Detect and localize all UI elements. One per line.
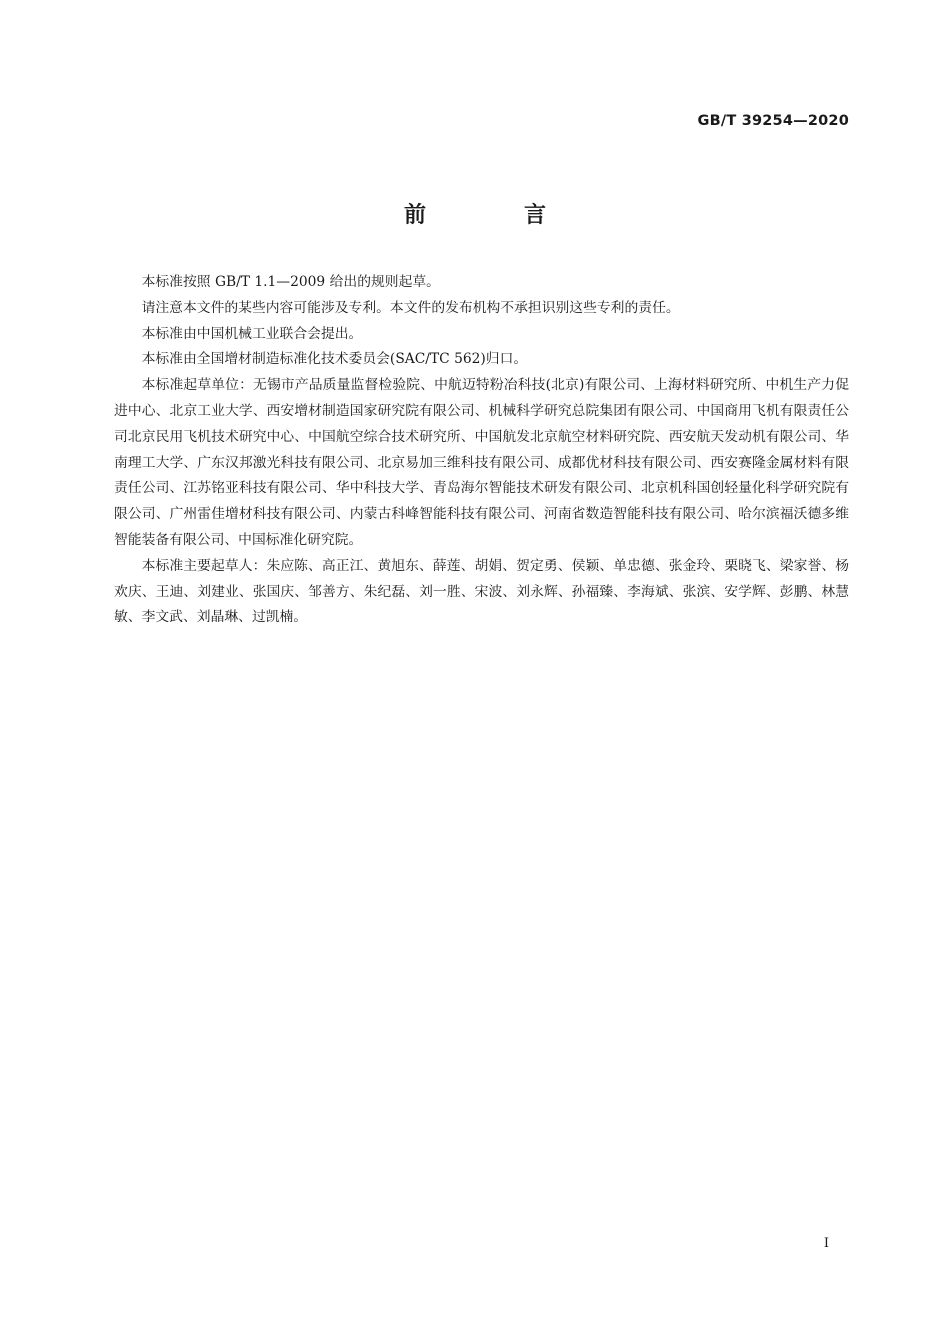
page-number: I [823, 1236, 829, 1251]
paragraph-drafting-rules: 本标准按照 GB/T 1.1—2009 给出的规则起草。 [141, 274, 440, 290]
page-title: 前 言 [403, 203, 584, 228]
standard-number: GB/T 39254—2020 [697, 113, 849, 129]
paragraph-committee: 本标准由全国增材制造标准化技术委员会(SAC/TC 562)归口。 [141, 351, 528, 368]
paragraph-drafting-units: 本标准起草单位：无锡市产品质量监督检验院、中航迈特粉冶科技(北京)有限公司、上海材料研究所、中机生产力促进中心、北京工业大学、西安增材制造国家研究院有限公司、机械科学研究总院集团有限公司、中国商用飞机有限责任公司北京民用飞机技术研究中心、中国航空综合技术研究所、中国航发北京航空材料研究院、西安航天发动机有限公司、华南理工大学、广东汉邦激光科技有限公司、北京易加三维科技有限公司、成都优材科技有限公司、西安赛隆金属材料有限责任公司、江苏铭亚科技有限公司、华中科技大学、青岛海尔智能技术研发有限公司、北京机科国创轻量化科学研究院有限公司、广州雷佳增材科技有限公司、内蒙古科峰智能科技有限公司、河南省数造智能科技有限公司、哈尔滨福沃德多维智能装备有限公司、中国标准化研究院。 [114, 377, 849, 548]
paragraph-drafters: 本标准主要起草人：朱应陈、高正江、黄旭东、薛莲、胡娟、贺定勇、侯颖、单忠德、张金玲、栗晓飞、梁家誉、杨欢庆、王迪、刘建业、张国庆、邹善方、朱纪磊、刘一胜、宋波、刘永辉、孙福臻、李海斌、张滨、安学辉、彭鹏、林慧敏、李文武、刘晶琳、过凯楠。 [114, 557, 849, 626]
paragraph-proposer: 本标准由中国机械工业联合会提出。 [141, 325, 363, 342]
foreword-body [114, 270, 849, 631]
paragraph-patent-notice: 请注意本文件的某些内容可能涉及专利。本文件的发布机构不承担识别这些专利的责任。 [141, 299, 680, 316]
